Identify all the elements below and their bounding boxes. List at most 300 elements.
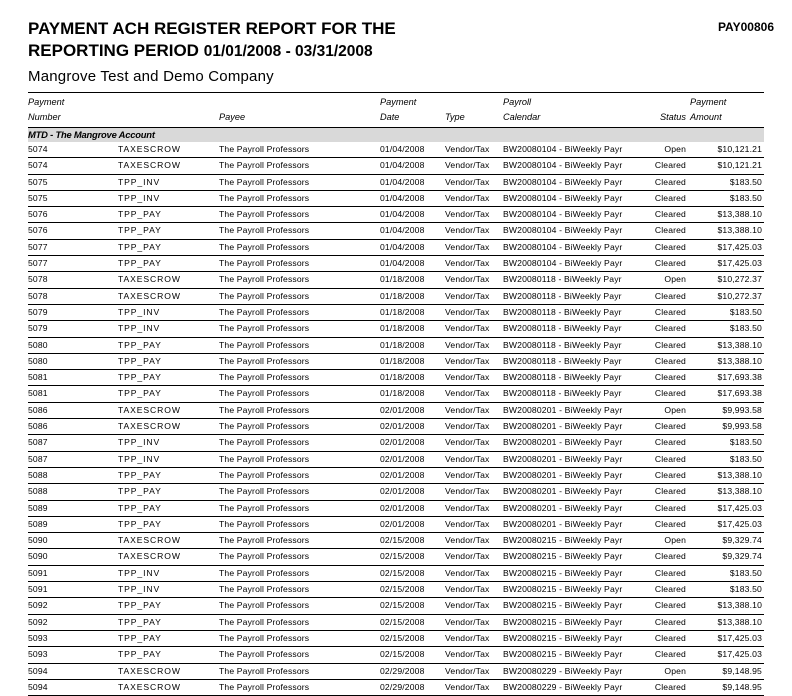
cell-payment-code: TPP_PAY — [100, 500, 215, 516]
cell-status: Cleared — [636, 223, 686, 239]
cell-payment-date: 01/18/2008 — [380, 321, 442, 337]
cell-payroll-calendar: BW20080118 - BiWeekly Payr — [500, 370, 636, 386]
cell-status: Open — [636, 142, 686, 158]
cell-payee: The Payroll Professors — [215, 256, 380, 272]
table-row — [28, 598, 764, 614]
cell-type: Vendor/Tax — [442, 142, 500, 158]
report-header — [28, 18, 774, 87]
cell-payment-number: 5090 — [28, 533, 100, 549]
cell-payroll-calendar: BW20080118 - BiWeekly Payr — [500, 304, 636, 320]
cell-payment-amount: $10,272.37 — [686, 288, 764, 304]
cell-payment-code: TAXESCROW — [100, 663, 215, 679]
cell-payroll-calendar: BW20080229 - BiWeekly Payr — [500, 663, 636, 679]
cell-type: Vendor/Tax — [442, 174, 500, 190]
cell-payment-date: 02/29/2008 — [380, 679, 442, 695]
cell-type: Vendor/Tax — [442, 467, 500, 483]
cell-payment-date: 01/04/2008 — [380, 142, 442, 158]
cell-payment-amount: $10,121.21 — [686, 142, 764, 158]
col-header-date: Date — [380, 112, 400, 122]
cell-payee: The Payroll Professors — [215, 663, 380, 679]
cell-status: Cleared — [636, 207, 686, 223]
register-table-wrap — [28, 92, 764, 696]
cell-payment-number: 5088 — [28, 467, 100, 483]
cell-status: Open — [636, 663, 686, 679]
table-row — [28, 582, 764, 598]
cell-payment-code: TAXESCROW — [100, 142, 215, 158]
cell-payroll-calendar: BW20080104 - BiWeekly Payr — [500, 174, 636, 190]
cell-payment-number: 5081 — [28, 370, 100, 386]
cell-payment-number: 5089 — [28, 500, 100, 516]
cell-type: Vendor/Tax — [442, 419, 500, 435]
table-row — [28, 614, 764, 630]
cell-payment-number: 5089 — [28, 516, 100, 532]
cell-payment-number: 5077 — [28, 256, 100, 272]
cell-payment-date: 01/18/2008 — [380, 370, 442, 386]
cell-payment-code: TPP_INV — [100, 435, 215, 451]
title-row — [28, 18, 774, 63]
col-header-amount: Amount — [690, 112, 722, 122]
cell-payee: The Payroll Professors — [215, 435, 380, 451]
col-header-number: Number — [28, 112, 61, 122]
cell-payee: The Payroll Professors — [215, 142, 380, 158]
cell-payment-amount: $13,388.10 — [686, 598, 764, 614]
cell-payroll-calendar: BW20080229 - BiWeekly Payr — [500, 679, 636, 695]
cell-payee: The Payroll Professors — [215, 630, 380, 646]
cell-status: Cleared — [636, 353, 686, 369]
cell-payment-date: 02/15/2008 — [380, 630, 442, 646]
cell-payment-amount: $17,425.03 — [686, 256, 764, 272]
cell-payment-code: TPP_PAY — [100, 207, 215, 223]
cell-status: Open — [636, 402, 686, 418]
cell-status: Open — [636, 533, 686, 549]
cell-payment-date: 02/15/2008 — [380, 533, 442, 549]
cell-payroll-calendar: BW20080104 - BiWeekly Payr — [500, 256, 636, 272]
cell-payment-amount: $13,388.10 — [686, 353, 764, 369]
cell-type: Vendor/Tax — [442, 582, 500, 598]
table-row — [28, 402, 764, 418]
cell-type: Vendor/Tax — [442, 370, 500, 386]
cell-payment-amount: $17,425.03 — [686, 630, 764, 646]
cell-payroll-calendar: BW20080215 - BiWeekly Payr — [500, 630, 636, 646]
table-row — [28, 174, 764, 190]
table-row — [28, 190, 764, 206]
cell-payment-code: TAXESCROW — [100, 288, 215, 304]
cell-payment-number: 5092 — [28, 598, 100, 614]
table-row — [28, 272, 764, 288]
col-header-code-top — [100, 93, 215, 110]
cell-type: Vendor/Tax — [442, 565, 500, 581]
cell-type: Vendor/Tax — [442, 386, 500, 402]
cell-payment-date: 02/01/2008 — [380, 500, 442, 516]
cell-type: Vendor/Tax — [442, 223, 500, 239]
cell-payment-code: TPP_PAY — [100, 630, 215, 646]
cell-payment-code: TAXESCROW — [100, 419, 215, 435]
cell-payment-date: 01/18/2008 — [380, 337, 442, 353]
cell-type: Vendor/Tax — [442, 679, 500, 695]
cell-payment-amount: $13,388.10 — [686, 467, 764, 483]
report-code: PAY00806 — [717, 20, 774, 34]
cell-type: Vendor/Tax — [442, 484, 500, 500]
cell-type: Vendor/Tax — [442, 337, 500, 353]
cell-type: Vendor/Tax — [442, 614, 500, 630]
cell-payroll-calendar: BW20080215 - BiWeekly Payr — [500, 565, 636, 581]
table-row — [28, 386, 764, 402]
cell-payroll-calendar: BW20080118 - BiWeekly Payr — [500, 288, 636, 304]
cell-payment-amount: $9,148.95 — [686, 679, 764, 695]
cell-payment-date: 02/01/2008 — [380, 402, 442, 418]
table-row — [28, 435, 764, 451]
cell-payee: The Payroll Professors — [215, 174, 380, 190]
header-row-bottom — [28, 110, 764, 127]
cell-payment-code: TAXESCROW — [100, 549, 215, 565]
cell-status: Cleared — [636, 679, 686, 695]
cell-payment-date: 02/29/2008 — [380, 663, 442, 679]
cell-status: Cleared — [636, 500, 686, 516]
table-row — [28, 158, 764, 174]
col-header-status-top — [636, 93, 686, 110]
table-row — [28, 565, 764, 581]
cell-status: Cleared — [636, 304, 686, 320]
cell-payment-number: 5078 — [28, 288, 100, 304]
cell-status: Cleared — [636, 451, 686, 467]
cell-payment-code: TPP_PAY — [100, 370, 215, 386]
cell-type: Vendor/Tax — [442, 435, 500, 451]
cell-payroll-calendar: BW20080104 - BiWeekly Payr — [500, 239, 636, 255]
cell-payee: The Payroll Professors — [215, 370, 380, 386]
cell-type: Vendor/Tax — [442, 549, 500, 565]
table-row — [28, 630, 764, 646]
group-header-body — [28, 128, 764, 143]
cell-payment-code: TPP_INV — [100, 174, 215, 190]
table-row — [28, 484, 764, 500]
cell-payroll-calendar: BW20080104 - BiWeekly Payr — [500, 142, 636, 158]
cell-payroll-calendar: BW20080215 - BiWeekly Payr — [500, 647, 636, 663]
cell-payment-date: 01/18/2008 — [380, 288, 442, 304]
cell-payment-number: 5087 — [28, 451, 100, 467]
cell-type: Vendor/Tax — [442, 304, 500, 320]
cell-payee: The Payroll Professors — [215, 402, 380, 418]
cell-payment-amount: $183.50 — [686, 190, 764, 206]
table-row — [28, 304, 764, 320]
col-header-date-top: Payment — [380, 97, 417, 107]
cell-payment-number: 5081 — [28, 386, 100, 402]
cell-payment-amount: $17,425.03 — [686, 500, 764, 516]
cell-payroll-calendar: BW20080215 - BiWeekly Payr — [500, 582, 636, 598]
cell-payment-amount: $10,272.37 — [686, 272, 764, 288]
table-header — [28, 93, 764, 128]
cell-payee: The Payroll Professors — [215, 321, 380, 337]
cell-payment-amount: $183.50 — [686, 565, 764, 581]
cell-payment-code: TPP_PAY — [100, 467, 215, 483]
cell-payment-number: 5087 — [28, 435, 100, 451]
cell-payee: The Payroll Professors — [215, 516, 380, 532]
cell-payee: The Payroll Professors — [215, 467, 380, 483]
page-title — [28, 18, 396, 63]
cell-payment-number: 5075 — [28, 174, 100, 190]
cell-payroll-calendar: BW20080215 - BiWeekly Payr — [500, 598, 636, 614]
cell-type: Vendor/Tax — [442, 663, 500, 679]
cell-payment-amount: $10,121.21 — [686, 158, 764, 174]
cell-payment-date: 01/04/2008 — [380, 256, 442, 272]
cell-payee: The Payroll Professors — [215, 598, 380, 614]
cell-payment-code: TPP_PAY — [100, 516, 215, 532]
cell-status: Cleared — [636, 321, 686, 337]
cell-payee: The Payroll Professors — [215, 337, 380, 353]
col-header-payee: Payee — [219, 112, 246, 122]
cell-payment-amount: $13,388.10 — [686, 484, 764, 500]
cell-payment-code: TPP_PAY — [100, 647, 215, 663]
cell-payment-date: 02/15/2008 — [380, 582, 442, 598]
cell-payee: The Payroll Professors — [215, 239, 380, 255]
table-row — [28, 142, 764, 158]
cell-status: Cleared — [636, 288, 686, 304]
table-row — [28, 353, 764, 369]
cell-payment-amount: $9,148.95 — [686, 663, 764, 679]
cell-status: Cleared — [636, 647, 686, 663]
account-group-header — [28, 128, 764, 143]
account-group-label: MTD - The Mangrove Account — [28, 128, 764, 143]
cell-payment-number: 5078 — [28, 272, 100, 288]
cell-type: Vendor/Tax — [442, 321, 500, 337]
cell-status: Cleared — [636, 484, 686, 500]
cell-payee: The Payroll Professors — [215, 353, 380, 369]
table-row — [28, 256, 764, 272]
cell-payment-number: 5079 — [28, 304, 100, 320]
cell-payment-code: TPP_INV — [100, 451, 215, 467]
cell-payment-code: TPP_INV — [100, 565, 215, 581]
cell-status: Cleared — [636, 386, 686, 402]
cell-payment-number: 5076 — [28, 223, 100, 239]
header-row-top — [28, 93, 764, 110]
cell-payment-date: 02/01/2008 — [380, 435, 442, 451]
cell-payment-number: 5092 — [28, 614, 100, 630]
table-row — [28, 516, 764, 532]
cell-payment-number: 5074 — [28, 142, 100, 158]
cell-type: Vendor/Tax — [442, 500, 500, 516]
payment-register-table — [28, 92, 764, 696]
cell-payroll-calendar: BW20080118 - BiWeekly Payr — [500, 321, 636, 337]
cell-payment-date: 02/15/2008 — [380, 549, 442, 565]
cell-payroll-calendar: BW20080215 - BiWeekly Payr — [500, 533, 636, 549]
cell-type: Vendor/Tax — [442, 239, 500, 255]
cell-status: Cleared — [636, 549, 686, 565]
col-header-status: Status — [659, 112, 686, 122]
cell-payment-code: TAXESCROW — [100, 158, 215, 174]
cell-type: Vendor/Tax — [442, 402, 500, 418]
cell-payment-number: 5080 — [28, 337, 100, 353]
cell-status: Cleared — [636, 435, 686, 451]
cell-payment-amount: $9,329.74 — [686, 549, 764, 565]
cell-payee: The Payroll Professors — [215, 419, 380, 435]
cell-type: Vendor/Tax — [442, 207, 500, 223]
cell-payment-date: 02/15/2008 — [380, 598, 442, 614]
cell-payroll-calendar: BW20080118 - BiWeekly Payr — [500, 272, 636, 288]
cell-payment-number: 5076 — [28, 207, 100, 223]
table-row — [28, 321, 764, 337]
cell-payee: The Payroll Professors — [215, 190, 380, 206]
cell-payee: The Payroll Professors — [215, 451, 380, 467]
cell-payee: The Payroll Professors — [215, 614, 380, 630]
cell-type: Vendor/Tax — [442, 451, 500, 467]
cell-payment-amount: $13,388.10 — [686, 614, 764, 630]
cell-payment-date: 01/04/2008 — [380, 174, 442, 190]
cell-payment-code: TPP_PAY — [100, 386, 215, 402]
cell-payroll-calendar: BW20080201 - BiWeekly Payr — [500, 484, 636, 500]
cell-status: Cleared — [636, 565, 686, 581]
cell-payee: The Payroll Professors — [215, 533, 380, 549]
cell-payment-code: TAXESCROW — [100, 272, 215, 288]
cell-payroll-calendar: BW20080201 - BiWeekly Payr — [500, 419, 636, 435]
cell-payment-date: 02/01/2008 — [380, 451, 442, 467]
cell-type: Vendor/Tax — [442, 598, 500, 614]
cell-payee: The Payroll Professors — [215, 500, 380, 516]
col-header-amount-top: Payment — [690, 97, 727, 107]
cell-payment-number: 5086 — [28, 402, 100, 418]
cell-payment-number: 5075 — [28, 190, 100, 206]
cell-payment-date: 01/04/2008 — [380, 239, 442, 255]
cell-payee: The Payroll Professors — [215, 647, 380, 663]
cell-payment-code: TAXESCROW — [100, 679, 215, 695]
cell-payment-date: 01/18/2008 — [380, 386, 442, 402]
table-body — [28, 142, 764, 696]
cell-payroll-calendar: BW20080104 - BiWeekly Payr — [500, 223, 636, 239]
cell-payee: The Payroll Professors — [215, 207, 380, 223]
cell-payment-amount: $13,388.10 — [686, 223, 764, 239]
cell-payment-amount: $183.50 — [686, 321, 764, 337]
cell-payment-date: 02/15/2008 — [380, 565, 442, 581]
table-row — [28, 451, 764, 467]
cell-payment-number: 5077 — [28, 239, 100, 255]
cell-type: Vendor/Tax — [442, 158, 500, 174]
cell-payee: The Payroll Professors — [215, 679, 380, 695]
cell-payment-code: TPP_INV — [100, 304, 215, 320]
cell-payment-number: 5091 — [28, 565, 100, 581]
col-header-number-top: Payment — [28, 97, 65, 107]
cell-type: Vendor/Tax — [442, 353, 500, 369]
report-title-line2-prefix: REPORTING PERIOD — [28, 41, 199, 60]
cell-payee: The Payroll Professors — [215, 158, 380, 174]
cell-payment-code: TPP_PAY — [100, 256, 215, 272]
cell-status: Cleared — [636, 256, 686, 272]
cell-payment-amount: $17,425.03 — [686, 239, 764, 255]
cell-status: Cleared — [636, 630, 686, 646]
table-row — [28, 679, 764, 695]
cell-status: Cleared — [636, 419, 686, 435]
cell-status: Cleared — [636, 174, 686, 190]
cell-payee: The Payroll Professors — [215, 565, 380, 581]
table-row — [28, 467, 764, 483]
cell-payroll-calendar: BW20080118 - BiWeekly Payr — [500, 386, 636, 402]
cell-payment-code: TPP_PAY — [100, 353, 215, 369]
cell-payroll-calendar: BW20080118 - BiWeekly Payr — [500, 337, 636, 353]
cell-payment-date: 01/18/2008 — [380, 304, 442, 320]
table-row — [28, 663, 764, 679]
cell-payee: The Payroll Professors — [215, 288, 380, 304]
cell-payment-date: 02/15/2008 — [380, 614, 442, 630]
cell-payee: The Payroll Professors — [215, 304, 380, 320]
cell-payment-amount: $17,425.03 — [686, 516, 764, 532]
table-row — [28, 500, 764, 516]
cell-payroll-calendar: BW20080201 - BiWeekly Payr — [500, 451, 636, 467]
cell-payment-amount: $13,388.10 — [686, 337, 764, 353]
cell-type: Vendor/Tax — [442, 516, 500, 532]
cell-payment-amount: $9,329.74 — [686, 533, 764, 549]
cell-payment-code: TPP_INV — [100, 582, 215, 598]
cell-status: Cleared — [636, 516, 686, 532]
cell-payroll-calendar: BW20080201 - BiWeekly Payr — [500, 516, 636, 532]
cell-payroll-calendar: BW20080104 - BiWeekly Payr — [500, 190, 636, 206]
cell-payment-number: 5094 — [28, 663, 100, 679]
cell-type: Vendor/Tax — [442, 647, 500, 663]
cell-status: Cleared — [636, 337, 686, 353]
cell-payment-date: 01/04/2008 — [380, 190, 442, 206]
cell-type: Vendor/Tax — [442, 190, 500, 206]
cell-payment-amount: $17,693.38 — [686, 386, 764, 402]
cell-payment-amount: $183.50 — [686, 174, 764, 190]
cell-payment-number: 5074 — [28, 158, 100, 174]
table-row — [28, 223, 764, 239]
cell-payment-number: 5094 — [28, 679, 100, 695]
cell-payroll-calendar: BW20080104 - BiWeekly Payr — [500, 158, 636, 174]
cell-payee: The Payroll Professors — [215, 484, 380, 500]
cell-type: Vendor/Tax — [442, 256, 500, 272]
cell-payment-date: 01/18/2008 — [380, 353, 442, 369]
cell-status: Cleared — [636, 190, 686, 206]
cell-payment-code: TPP_INV — [100, 190, 215, 206]
cell-payment-amount: $9,993.58 — [686, 419, 764, 435]
report-title-line1: PAYMENT ACH REGISTER REPORT FOR THE — [28, 19, 396, 38]
cell-payment-amount: $13,388.10 — [686, 207, 764, 223]
cell-payee: The Payroll Professors — [215, 582, 380, 598]
report-period: 01/01/2008 - 03/31/2008 — [203, 43, 373, 60]
col-header-type: Type — [445, 112, 465, 122]
cell-payment-amount: $183.50 — [686, 304, 764, 320]
cell-payment-amount: $183.50 — [686, 451, 764, 467]
cell-payment-code: TPP_PAY — [100, 223, 215, 239]
col-header-payee-top — [215, 93, 380, 110]
cell-payee: The Payroll Professors — [215, 272, 380, 288]
cell-payment-amount: $183.50 — [686, 435, 764, 451]
cell-payee: The Payroll Professors — [215, 549, 380, 565]
cell-status: Cleared — [636, 370, 686, 386]
cell-status: Open — [636, 272, 686, 288]
table-row — [28, 337, 764, 353]
cell-payroll-calendar: BW20080201 - BiWeekly Payr — [500, 435, 636, 451]
cell-payment-date: 02/01/2008 — [380, 419, 442, 435]
cell-type: Vendor/Tax — [442, 272, 500, 288]
cell-payment-date: 01/04/2008 — [380, 158, 442, 174]
cell-status: Cleared — [636, 598, 686, 614]
table-row — [28, 419, 764, 435]
cell-payment-date: 02/01/2008 — [380, 516, 442, 532]
cell-status: Cleared — [636, 158, 686, 174]
cell-payment-code: TPP_PAY — [100, 337, 215, 353]
cell-payroll-calendar: BW20080215 - BiWeekly Payr — [500, 549, 636, 565]
table-row — [28, 533, 764, 549]
cell-type: Vendor/Tax — [442, 288, 500, 304]
table-row — [28, 288, 764, 304]
cell-payment-code: TPP_PAY — [100, 239, 215, 255]
cell-payroll-calendar: BW20080201 - BiWeekly Payr — [500, 500, 636, 516]
cell-payment-date: 02/01/2008 — [380, 467, 442, 483]
cell-payment-amount: $183.50 — [686, 582, 764, 598]
table-row — [28, 370, 764, 386]
table-row — [28, 239, 764, 255]
cell-type: Vendor/Tax — [442, 533, 500, 549]
cell-payment-number: 5091 — [28, 582, 100, 598]
cell-payment-date: 01/04/2008 — [380, 207, 442, 223]
cell-payroll-calendar: BW20080104 - BiWeekly Payr — [500, 207, 636, 223]
